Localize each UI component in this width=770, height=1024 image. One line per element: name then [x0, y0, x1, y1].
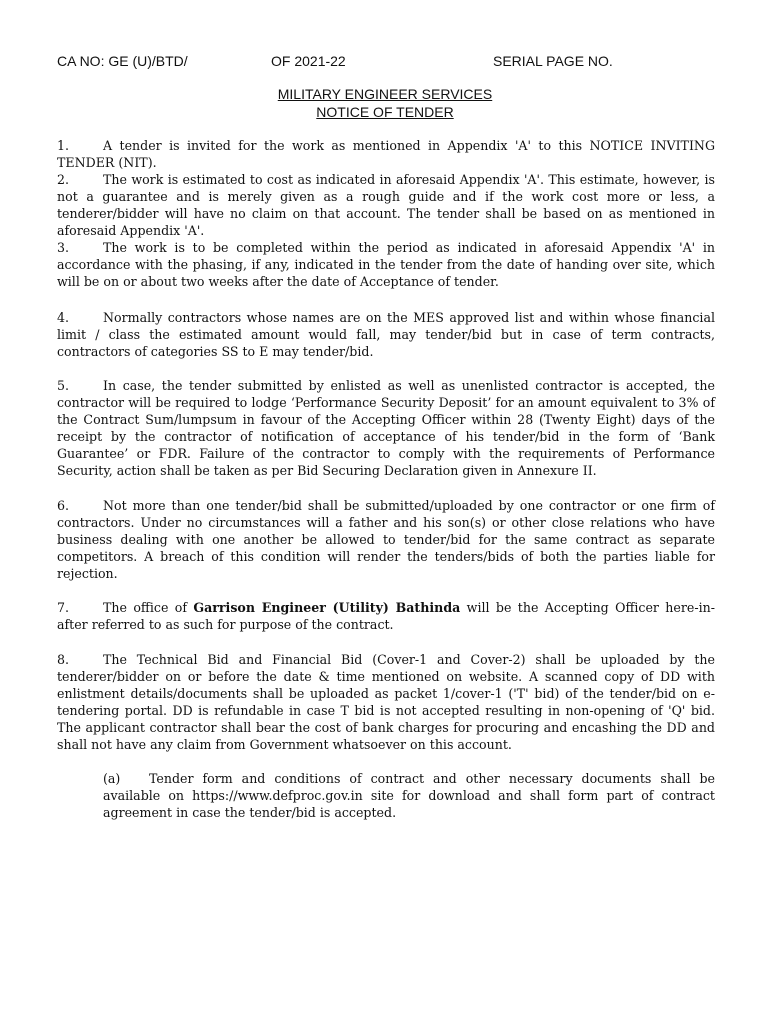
paragraph-7 — [57, 599, 715, 633]
serial-page-number: SERIAL PAGE NO. — [493, 53, 613, 69]
paragraphs-1-3 — [57, 137, 715, 290]
paragraph-number: 6. — [57, 498, 70, 513]
sub-paragraph-number: (a) — [103, 771, 121, 786]
sub-paragraph-text: Tender form and conditions of contract and other necessary documents shall be available on https://www.defproc.gov.in site for download and shall form part of contract agreement in case the tender/bid is accepted. — [103, 771, 715, 820]
paragraph-text-before: The office of — [103, 600, 194, 615]
paragraph-number: 4. — [57, 310, 70, 325]
paragraph-text: In case, the tender submitted by enlisted as well as unenlisted contractor is accepted, the contractor will be required to lodge ‘Performance Security Deposit’ for an amount equivalent to 3% of the Contract Sum/lumpsum in favour of the Accepting Officer within 28 (Twenty Eight) days of the receipt by the contractor of notification of acceptance of his tender/bid in the form of ‘Bank Guarantee’ or FDR. Failure of the contractor to comply with the requirements of Performance Security, action shall be taken as per Bid Securing Declaration given in Annexure II. — [57, 378, 715, 478]
paragraph-text: The work is estimated to cost as indicated in aforesaid Appendix 'A'. This estimate, however, is not a guarantee and is merely given as a rough guide and if the work cost more or less, a tenderer/bidder will have no claim on that account. The tender shall be based on as mentioned in aforesaid Appendix 'A'. — [57, 172, 715, 238]
paragraph-5 — [57, 377, 715, 479]
paragraph-2 — [57, 171, 715, 239]
paragraph-number: 8. — [57, 652, 70, 667]
paragraph-8a — [103, 770, 715, 821]
paragraph-6 — [57, 497, 715, 582]
paragraph-4 — [57, 309, 715, 360]
paragraph-1 — [57, 137, 715, 171]
paragraph-number: 5. — [57, 378, 70, 393]
paragraph-number: 7. — [57, 600, 70, 615]
paragraph-3 — [57, 239, 715, 290]
contract-year: OF 2021-22 — [271, 53, 346, 69]
paragraph-text-after: will be the Accepting Officer here-in-after referred to as such for purpose of the contract. — [57, 600, 715, 632]
paragraph-text: The Technical Bid and Financial Bid (Cover-1 and Cover-2) shall be uploaded by the tenderer/bidder on or before the date & time mentioned on website. A scanned copy of DD with enlistment details/documents shall be uploaded as packet 1/cover-1 ('T' bid) of the tender/bid on e-tendering portal. DD is refundable in case T bid is not accepted resulting in non-opening of 'Q' bid. The applicant contractor shall bear the cost of bank charges for procuring and encashing the DD and shall not have any claim from Government whatsoever on this account. — [57, 652, 715, 752]
paragraph-number: 2. — [57, 172, 70, 187]
accepting-officer-name: Garrison Engineer (Utility) Bathinda — [193, 600, 461, 615]
paragraph-text: The work is to be completed within the period as indicated in aforesaid Appendix 'A' in accordance with the phasing, if any, indicated in the tender from the date of handing over site, which will be on or about two weeks after the date of Acceptance of tender. — [57, 240, 715, 289]
paragraph-text: Not more than one tender/bid shall be submitted/uploaded by one contractor or one firm of contractors. Under no circumstances will a father and his son(s) or other close relations who have business dealing with one another be allowed to tender/bid for the same contract as separate competitors. A breach of this condition will render the tenders/bids of both the parties liable for rejection. — [57, 498, 715, 581]
paragraph-number: 1. — [57, 138, 70, 153]
document-subtitle: NOTICE OF TENDER — [316, 104, 454, 120]
paragraph-number: 3. — [57, 240, 70, 255]
document-title: MILITARY ENGINEER SERVICES — [277, 86, 493, 102]
paragraph-text: A tender is invited for the work as mentioned in Appendix 'A' to this NOTICE INVITING TENDER (NIT). — [57, 138, 715, 170]
paragraph-text: Normally contractors whose names are on the MES approved list and within whose financial limit / class the estimated amount would fall, may tender/bid but in case of term contracts, contractors of categories SS to E may tender/bid. — [57, 310, 715, 359]
ca-number: CA NO: GE (U)/BTD/ — [57, 53, 188, 69]
paragraph-8 — [57, 651, 715, 753]
